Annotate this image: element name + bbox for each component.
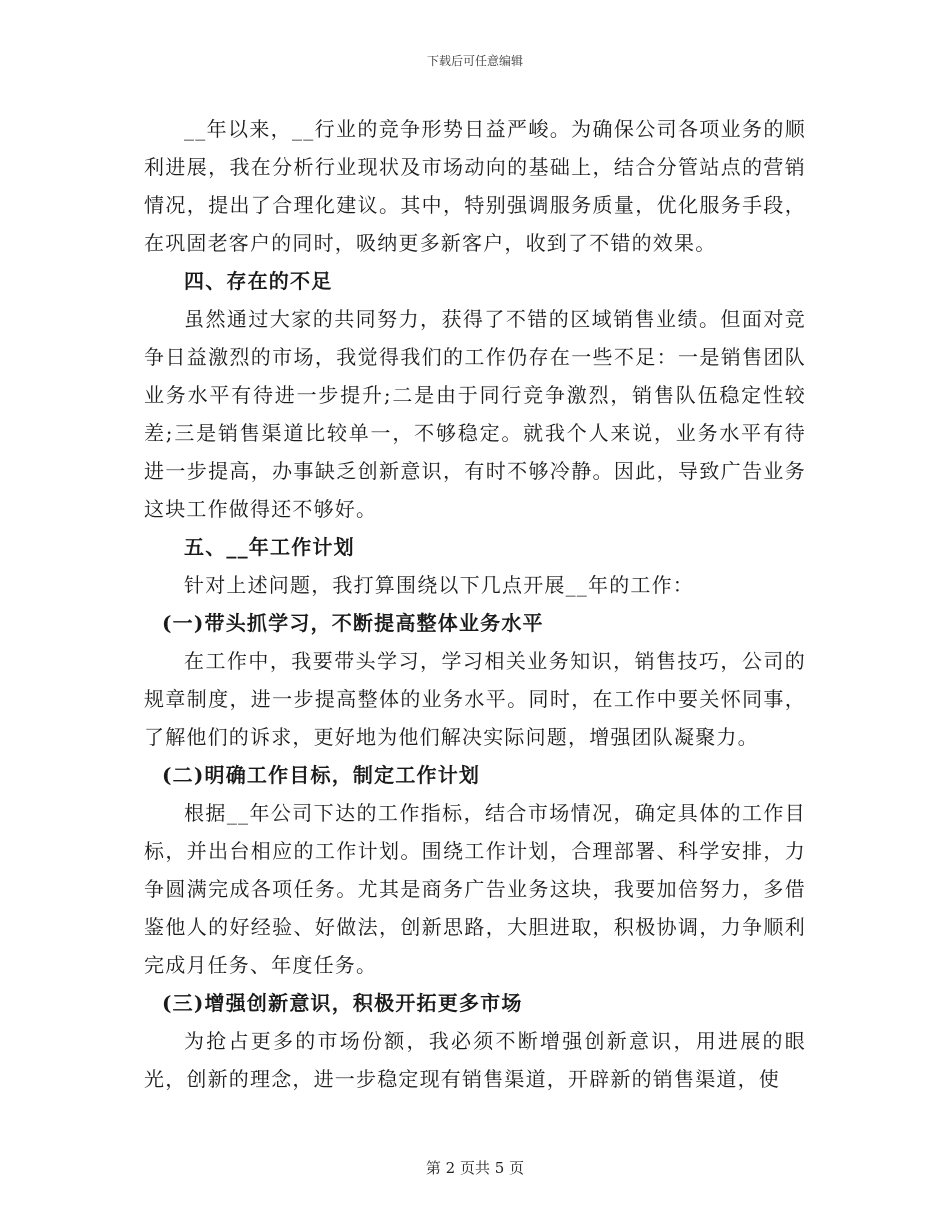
subheading-study: (一)带头抓学习，不断提高整体业务水平 — [162, 611, 544, 635]
paragraph-intro: __年以来，__行业的竞争形势日益严峻。为确保公司各项业务的顺利进展，我在分析行业现状及市场动向的基础上，结合分管站点的营销情况，提出了合理化建议。其中，特别强调服务质量，优化服务手段，在巩固老客户的同时，吸纳更多新客户，收到了不错的效果。 — [144, 117, 806, 255]
paragraph-plan-intro: 针对上述问题，我打算围绕以下几点开展__年的工作： — [184, 573, 694, 597]
heading-shortcomings: 四、存在的不足 — [184, 269, 333, 293]
page-header: 下载后可任意编辑 — [426, 54, 523, 68]
paragraph-innovation: 为抢占更多的市场份额，我必须不断增强创新意识，用进展的眼光，创新的理念，进一步稳定现有销售渠道，开辟新的销售渠道，使 — [144, 1029, 806, 1091]
subheading-innovation: (三)增强创新意识，积极开拓更多市场 — [162, 991, 523, 1015]
heading-work-plan: 五、__年工作计划 — [184, 535, 355, 559]
document-body — [144, 110, 806, 1098]
paragraph-shortcomings: 虽然通过大家的共同努力，获得了不错的区域销售业绩。但面对竞争日益激烈的市场，我觉得我们的工作仍存在一些不足：一是销售团队业务水平有待进一步提升;二是由于同行竞争激烈，销售队伍稳定性较差;三是销售渠道比较单一，不够稳定。就我个人来说，业务水平有待进一步提高，办事缺乏创新意识，有时不够冷静。因此，导致广告业务这块工作做得还不够好。 — [144, 307, 806, 521]
subheading-goals: (二)明确工作目标，制定工作计划 — [162, 763, 481, 787]
paragraph-study: 在工作中，我要带头学习，学习相关业务知识，销售技巧，公司的规章制度，进一步提高整体的业务水平。同时，在工作中要关怀同事，了解他们的诉求，更好地为他们解决实际问题，增强团队凝聚力。 — [144, 649, 806, 749]
page-footer: 第 2 页共 5 页 — [425, 1159, 525, 1177]
paragraph-goals: 根据__年公司下达的工作指标，结合市场情况，确定具体的工作目标，并出台相应的工作计划。围绕工作计划，合理部署、科学安排，力争圆满完成各项任务。尤其是商务广告业务这块，我要加倍努力，多借鉴他人的好经验、好做法，创新思路，大胆进取，积极协调，力争顺利完成月任务、年度任务。 — [144, 801, 806, 977]
